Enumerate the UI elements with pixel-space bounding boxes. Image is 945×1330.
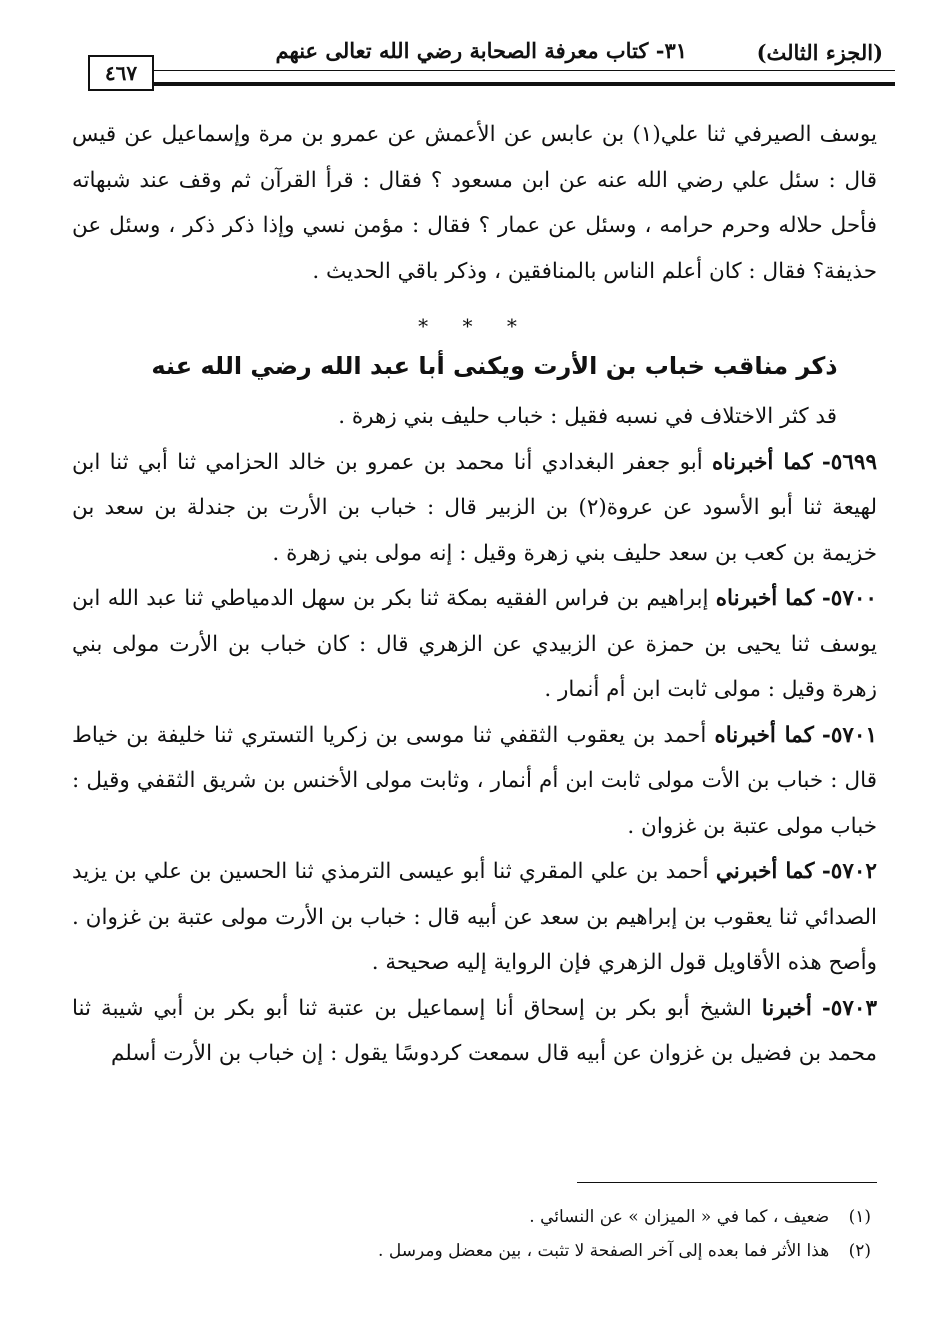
footnotes: [72, 1200, 871, 1268]
entry-text: أحمد بن علي المقري ثنا أبو عيسى الترمذي ثنا الحسين بن علي بن يزيد الصدائي ثنا يعقوب بن إبراهيم بن سعد عن أبيه قال : خباب بن الأرت مولى عتبة بن غزوان . وأصح هذه الأقاويل قول الزهري فإن الرواية إليه صحيحة .: [72, 859, 877, 975]
entry-number: ٥٧٠٣-: [821, 995, 877, 1021]
entry-text: إبراهيم بن فراس الفقيه بمكة ثنا بكر بن سهل الدمياطي ثنا عبد الله ابن يوسف ثنا يحيى بن حمزة عن الزبيدي عن الزهري قال : كان خباب بن الأرت مولى بني زهرة وقيل : مولى ثابت ابن أم أنمار .: [72, 586, 877, 702]
entry-number: ٥٧٠٠-: [821, 586, 877, 611]
footnote: [72, 1200, 871, 1234]
volume-label: (الجزء الثالث): [756, 40, 883, 65]
entry-lead: أخبرنا: [761, 995, 812, 1021]
footnote-text: هذا الأثر فما بعده إلى آخر الصفحة لا تثبت ، بين معضل ومرسل .: [378, 1241, 830, 1261]
hadith-entry: [72, 986, 877, 1077]
section-separator: * * *: [418, 314, 531, 338]
main-text: [72, 112, 877, 1077]
entry-lead: كما أخبرناه: [711, 449, 813, 475]
header-rule-thin: [154, 70, 895, 71]
entry-number: ٥٧٠٢-: [821, 859, 877, 884]
hadith-entry: [72, 576, 877, 713]
opening-paragraph: يوسف الصيرفي ثنا علي(١) بن عابس عن الأعمش عن عمرو بن مرة وإسماعيل عن قيس قال : سئل علي رضي الله عنه عن ابن مسعود ؟ فقال : قرأ القرآن ثم وقف عند شبهاته فأحل حلاله وحرم حرامه ، وسئل عن عمار ؟ فقال : مؤمن نسي وإذا ذكر ذكر ، وسئل عن حذيفة؟ فقال : كان أعلم الناس بالمنافقين ، وذكر باقي الحديث .: [72, 122, 877, 284]
running-title: ٣١- كتاب معرفة الصحابة رضي الله تعالى عنهم: [275, 38, 687, 63]
entry-lead: كما أخبرناه: [714, 722, 814, 748]
header-rule-thick: [154, 82, 895, 86]
hadith-entry: [72, 440, 877, 577]
entry-text: الشيخ أبو بكر بن إسحاق أنا إسماعيل بن عتبة ثنا أبو بكر بن أبي شيبة ثنا محمد بن فضيل بن غزوان عن أبيه قال سمعت كردوسًا يقول : إن خباب بن الأرت أسلم: [72, 995, 877, 1066]
section-heading: ذكر مناقب خباب بن الأرت ويكنى أبا عبد الله رضي الله عنه: [151, 352, 838, 380]
entry-lead: كما أخبرني: [715, 859, 815, 884]
hadith-entry: [72, 713, 877, 850]
entry-lead: كما أخبرناه: [715, 586, 815, 611]
page-number-box: ٤٦٧: [88, 55, 154, 91]
section-intro: [72, 394, 877, 440]
footnote-mark: (١): [848, 1207, 871, 1227]
footnote-rule: [577, 1182, 877, 1183]
entry-text: أبو جعفر البغدادي أنا محمد بن عمرو بن خالد الحزامي ثنا أبي ثنا ابن لهيعة ثنا أبو الأسود عن عروة(٢) بن الزبير قال : خباب بن الأرت بن جندلة بن سعد بن خزيمة بن كعب بن سعد حليف بني زهرة وقيل : إنه مولى بني زهرة .: [72, 449, 877, 566]
hadith-entry: [72, 849, 877, 986]
entry-number: ٥٧٠١-: [821, 722, 878, 748]
footnote: [72, 1234, 871, 1268]
footnote-mark: (٢): [848, 1241, 871, 1261]
entry-number: ٥٦٩٩-: [821, 449, 877, 475]
entry-text: أحمد بن يعقوب الثقفي ثنا موسى بن زكريا التستري ثنا خليفة بن خياط قال : خباب بن الأت مولى ثابت ابن أم أنمار ، وثابت مولى الأخنس بن شريق الثقفي وقيل : خباب مولى عتبة بن غزوان .: [72, 722, 877, 839]
section-intro-text: قد كثر الاختلاف في نسبه فقيل : خباب حليف بني زهرة .: [338, 404, 837, 429]
footnote-text: ضعيف ، كما في « الميزان » عن النسائي .: [529, 1207, 830, 1227]
